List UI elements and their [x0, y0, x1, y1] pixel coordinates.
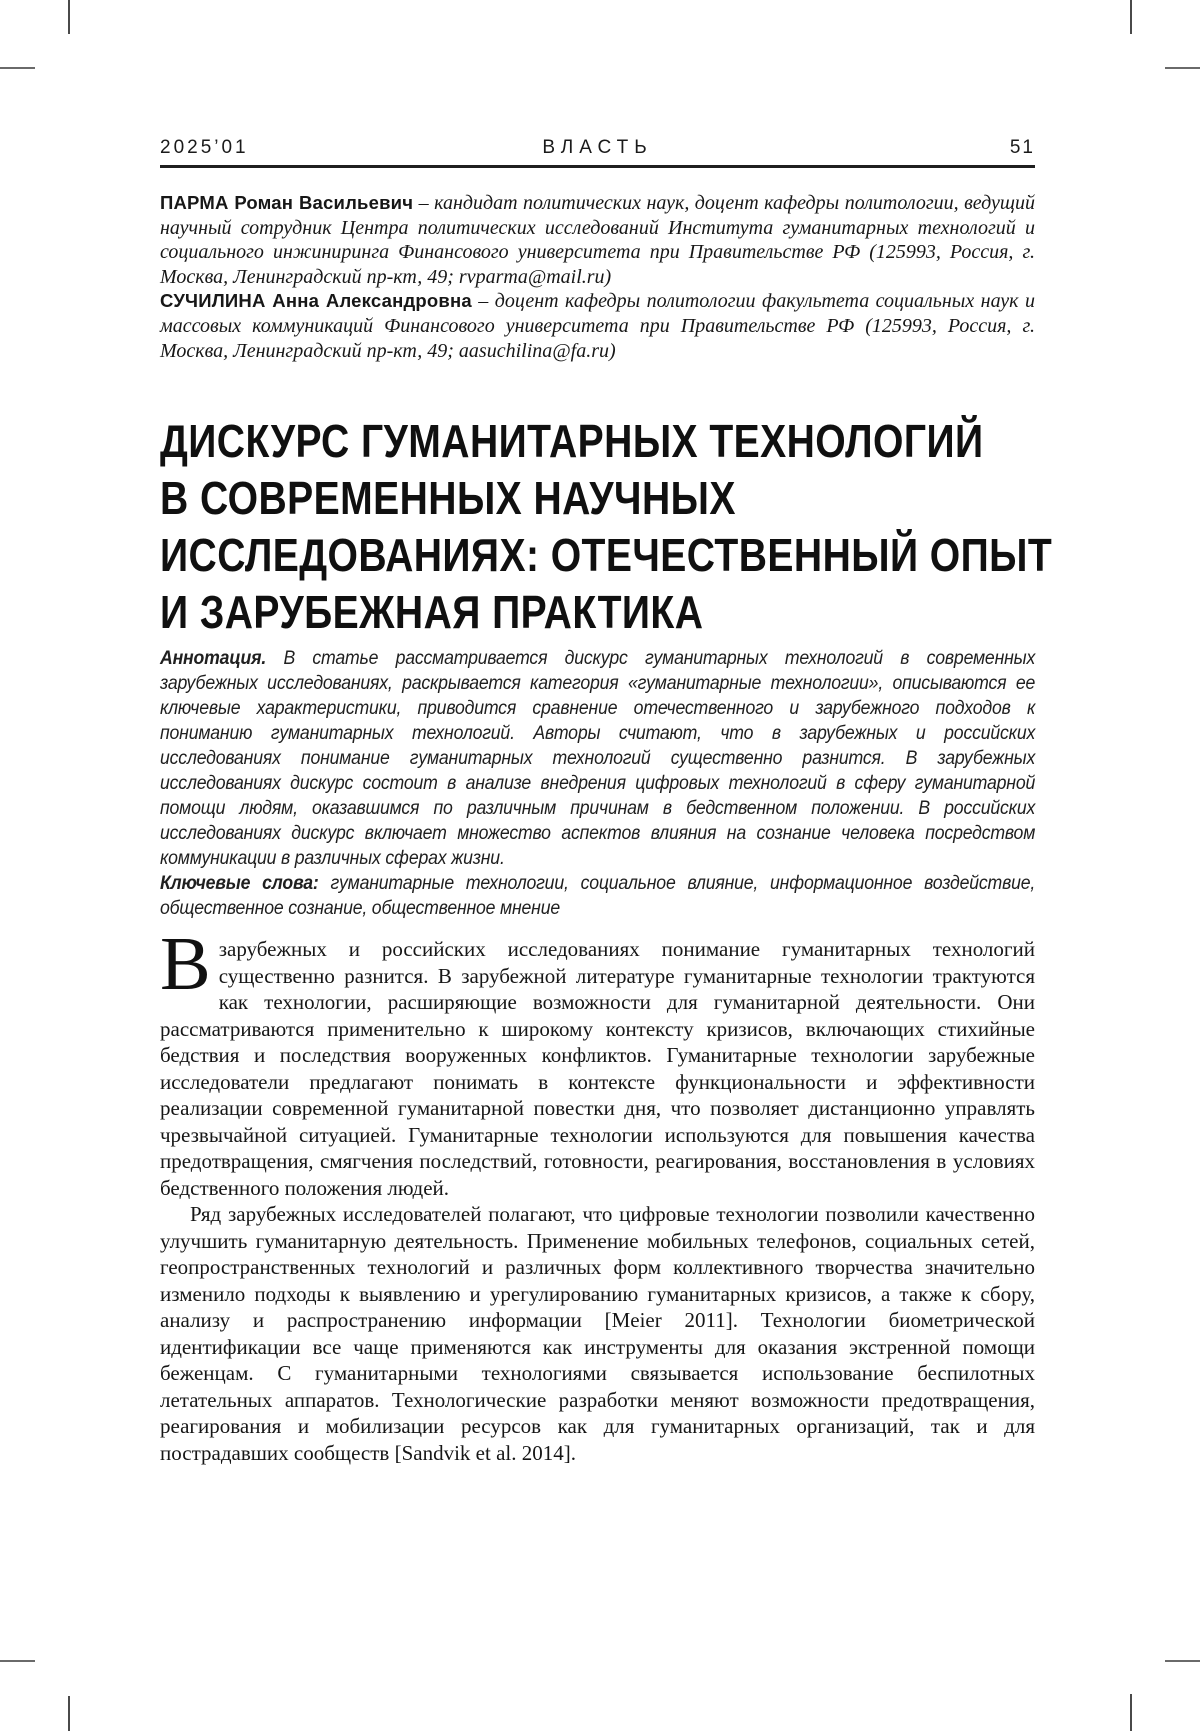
running-head [160, 137, 1035, 168]
author-name: СУЧИЛИНА Анна Александровна [160, 290, 472, 312]
article-title-line: В СОВРЕМЕННЫХ НАУЧНЫХ [160, 472, 736, 524]
body-paragraph-2: Ряд зарубежных исследователей полагают, что цифровые технологии позволили качественно улучшить гуманитарную деятельность. Применение мобильных телефонов, социальных сетей, геопространственных технологий и различных форм коллективного творчества значительно изменило подходы к выявлению и урегулированию гуманитарных кризисов, а также к сбору, анализу и распространению информации [Meier 2011]. Технологии биометрической идентификации все чаще применяются как инструменты для оказания экстренной помощи беженцам. С гуманитарными технологиями связывается использование беспилотных летательных аппаратов. Технологические разработки меняют возможности предотвращения, реагирования и мобилизации ресурсов как для гуманитарных организаций, так и для пострадавших сообществ [Sandvik et al. 2014]. [160, 1202, 1035, 1465]
body-paragraph-1 [160, 922, 1035, 1201]
page-number: 51 [1009, 137, 1035, 158]
abstract-block [160, 646, 1035, 921]
crop-mark-bottom-right-horizontal [1165, 1660, 1200, 1662]
crop-mark-top-right-horizontal [1165, 67, 1200, 69]
author-name: ПАРМА Роман Васильевич [160, 192, 414, 213]
crop-mark-bottom-right-vertical [1130, 1694, 1132, 1731]
author-affiliation: – доцент кафедры политологии факультета социальных наук и массовых коммуникаций Финансового университета при Правительстве РФ (125993, Россия, г. Москва, Ленинградский пр-кт, 49; aasuchilina@fa.ru) [160, 290, 1035, 362]
keywords-label: Ключевые слова: [160, 873, 319, 894]
article-title-line: И ЗАРУБЕЖНАЯ ПРАКТИКА [160, 586, 704, 638]
body-paragraph-1-text: зарубежных и российских исследованиях понимание гуманитарных технологий существенно разнится. В зарубежной литературе гуманитарные технологии трактуются как технологии, расширяющие возможности для гуманитарной деятельности. Они рассматриваются применительно к широкому контексту кризисов, включающих стихийные бедствия и последствия вооруженных конфликтов. Гуманитарные технологии зарубежные исследователи предлагают понимать в контексте функциональности и эффективности реализации современной гуманитарной повестки дня, что позволяет дистанционно управлять чрезвычайной ситуацией. Гуманитарные технологии используются для повышения качества предотвращения, смягчения последствий, готовности, реагирования, восстановления в условиях бедственного положения людей. [160, 937, 1035, 1200]
crop-mark-bottom-left-vertical [68, 1696, 70, 1731]
crop-mark-top-left-vertical [68, 0, 70, 34]
abstract-label: Аннотация. [160, 648, 267, 669]
crop-mark-top-left-horizontal [0, 67, 35, 69]
author-entry [160, 191, 1035, 289]
abstract-text: В статье рассматривается дискурс гуманитарных технологий в современных зарубежных исследованиях, раскрывается категория «гуманитарные технологии», описываются ее ключевые характеристики, приводится сравнение отечественного и зарубежного подходов к пониманию гуманитарных технологий. Авторы считают, что в зарубежных и российских исследованиях понимание гуманитарных технологий существенно разнится. В зарубежных исследованиях дискурс состоит в анализе внедрения цифровых технологий в сферу гуманитарной помощи людям, оказавшимся по различным причинам в бедственном положении. В российских исследованиях дискурс включает множество аспектов влияния на сознание человека посредством коммуникации в различных сферах жизни. [160, 648, 1036, 869]
article-body [160, 922, 1035, 1466]
crop-mark-bottom-left-horizontal [0, 1660, 35, 1662]
crop-mark-top-right-vertical [1130, 0, 1132, 34]
article-title [160, 413, 1052, 641]
drop-cap: В [160, 922, 211, 1006]
author-affiliation: – кандидат политических наук, доцент кафедры политологии, ведущий научный сотрудник Центра политических исследований Института гуманитарных технологий и социального инжиниринга Финансового университета при Правительстве РФ (125993, Россия, г. Москва, Ленинградский пр-кт, 49; rvparma@mail.ru) [160, 192, 1035, 288]
article-title-line: ДИСКУРС ГУМАНИТАРНЫХ ТЕХНОЛОГИЙ [160, 415, 984, 467]
article-title-line: ИССЛЕДОВАНИЯХ: ОТЕЧЕСТВЕННЫЙ ОПЫТ [160, 529, 1053, 581]
author-entry [160, 289, 1035, 363]
keywords-text: гуманитарные технологии, социальное влияние, информационное воздействие, общественное сознание, общественное мнение [160, 873, 1036, 919]
keywords-paragraph [160, 871, 1035, 921]
authors-block [160, 191, 1035, 363]
issue-number: 2025’01 [160, 137, 249, 158]
abstract-paragraph [160, 646, 1035, 871]
journal-name: ВЛАСТЬ [542, 137, 653, 158]
